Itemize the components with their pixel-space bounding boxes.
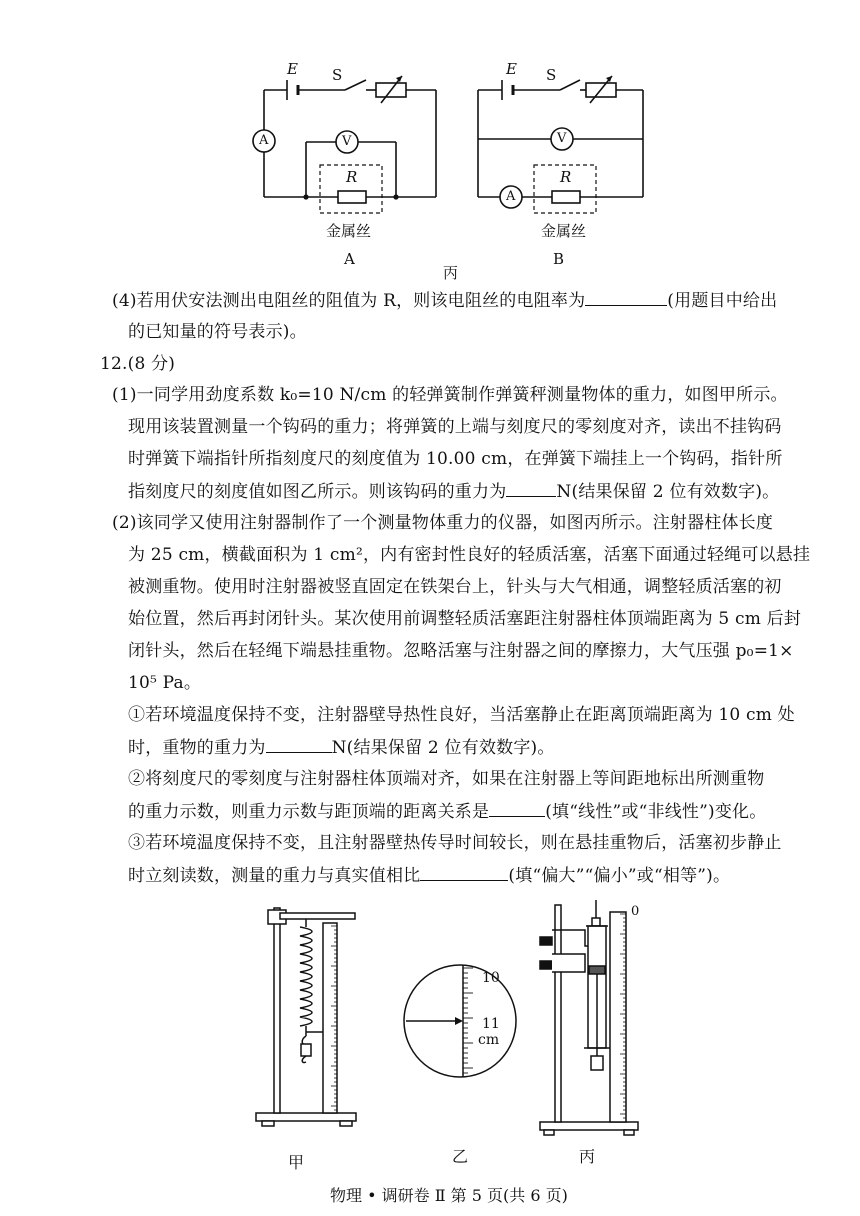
circuit-a-s-label: S <box>332 66 343 84</box>
circuit-b-s-label: S <box>546 66 557 84</box>
q12-p1-line3: 时弹簧下端指针所指刻度尺的刻度值为 10.00 cm，在弹簧下端挂上一个钩码，指针所 <box>128 449 783 469</box>
q12-p2-line2: 为 25 cm，横截面积为 1 cm²，内有密封性良好的轻质活塞，活塞下面通过轻绳可以悬挂 <box>128 545 811 565</box>
q11-4-line2: 的已知量的符号表示)。 <box>128 322 307 342</box>
q12-s3-text-a: 时立刻读数，测量的重力与真实值相比 <box>128 866 421 886</box>
circuit-a-ammeter-label: A <box>259 133 269 148</box>
q12-p1-line2: 现用该装置测量一个钩码的重力；将弹簧的上端与刻度尺的零刻度对齐，读出不挂钩码 <box>128 417 782 437</box>
caption-jia: 甲 <box>288 1153 305 1172</box>
q12-p1-text-b: N(结果保留 2 位有效数字)。 <box>556 482 780 502</box>
q12-s2-text-a: 的重力示数，则重力示数与距顶端的距离关系是 <box>128 802 490 822</box>
q11-4-text-b: (用题目中给出 <box>667 291 778 311</box>
q12-p1-text-a: 指刻度尺的刻度值如图乙所示。则该钩码的重力为 <box>128 482 507 502</box>
page-footer: 物理 • 调研卷 Ⅱ 第 5 页(共 6 页) <box>330 1186 568 1205</box>
syringe-zero-label: 0 <box>631 904 640 919</box>
q12-s3-text-b: (填“偏大”“偏小”或“相等”)。 <box>508 866 731 886</box>
circuit-b-r-label: R <box>560 168 572 186</box>
q12-p1-line1: (1)一同学用劲度系数 k₀=10 N/cm 的轻弹簧制作弹簧秤测量物体的重力，如图甲所示。 <box>112 385 788 405</box>
circuit-b-e-label: E <box>506 60 517 78</box>
circuit-b-caption: B <box>553 250 565 268</box>
circuit-a-voltmeter-label: V <box>342 134 352 149</box>
q12-p2-line5: 闭针头，然后在轻绳下端悬挂重物。忽略活塞与注射器之间的摩擦力，大气压强 p₀=1× <box>128 641 794 661</box>
q12-s2-line1: ②将刻度尺的零刻度与注射器柱体顶端对齐，如果在注射器上等间距地标出所测重物 <box>128 769 765 789</box>
circuit-figure-caption: 丙 <box>443 264 459 282</box>
q12-p2-line3: 被测重物。使用时注射器被竖直固定在铁架台上，针头与大气相通，调整轻质活塞的初 <box>128 577 782 597</box>
circuit-b-wire-label: 金属丝 <box>541 222 587 240</box>
scale-label-10: 10 <box>482 970 500 986</box>
q12-s1-line1: ①若环境温度保持不变，注射器壁导热性良好，当活塞静止在距离顶端距离为 10 cm 处 <box>128 705 795 725</box>
scale-unit-label: cm <box>478 1032 500 1048</box>
circuit-a-wire-label: 金属丝 <box>326 222 372 240</box>
caption-yi: 乙 <box>452 1147 469 1166</box>
circuit-a-e-label: E <box>287 60 298 78</box>
caption-bing: 丙 <box>579 1147 596 1166</box>
circuit-a-caption: A <box>344 250 355 268</box>
q12-number: 12.(8 分) <box>100 354 176 374</box>
q11-4-text-a: (4)若用伏安法测出电阻丝的阻值为 R，则该电阻丝的电阻率为 <box>112 291 586 311</box>
circuit-b-voltmeter-label: V <box>557 131 567 146</box>
q12-p2-line1: (2)该同学又使用注射器制作了一个测量物体重力的仪器，如图丙所示。注射器柱体长度 <box>112 513 774 533</box>
q12-p2-line4: 始位置，然后再封闭针头。某次使用前调整轻质活塞距注射器柱体顶端距离为 5 cm 后封 <box>128 609 802 629</box>
q12-s1-text-b: N(结果保留 2 位有效数字)。 <box>331 738 555 758</box>
circuit-a-r-label: R <box>346 168 358 186</box>
scale-label-11: 11 <box>482 1016 500 1032</box>
q12-s1-text-a: 时，重物的重力为 <box>128 738 266 758</box>
circuit-b-ammeter-label: A <box>506 189 516 204</box>
q12-s3-line1: ③若环境温度保持不变，且注射器壁热传导时间较长，则在悬挂重物后，活塞初步静止 <box>128 833 782 853</box>
q12-s2-text-b: (填“线性”或“非线性”)变化。 <box>545 802 767 822</box>
q12-p2-line6: 10⁵ Pa。 <box>128 673 202 693</box>
